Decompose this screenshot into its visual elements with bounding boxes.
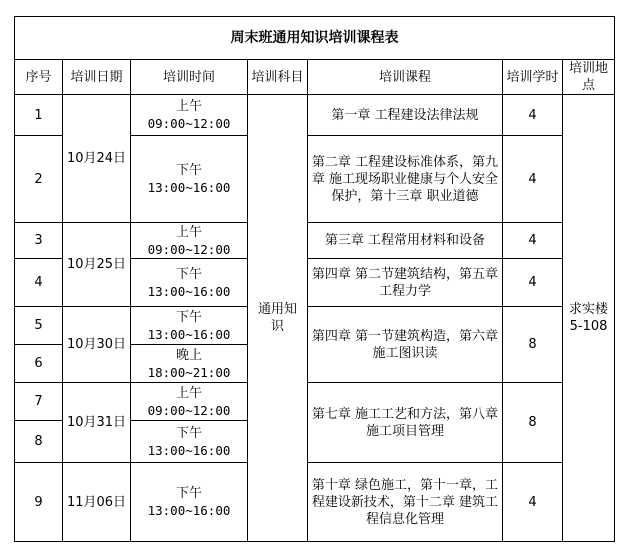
time-cell: [131, 421, 248, 463]
hours-cell: 8: [503, 383, 563, 463]
time-cell: [131, 383, 248, 421]
header-location: 培训地点: [563, 60, 615, 95]
row-index: 6: [15, 345, 63, 383]
time-cell: [131, 136, 248, 223]
row-index: 8: [15, 421, 63, 463]
time-cell: [131, 307, 248, 345]
time-cell: [131, 95, 248, 136]
time-label: 下午: [175, 309, 202, 325]
date-cell: 10月30日: [63, 307, 131, 383]
row-index: 7: [15, 383, 63, 421]
hours-cell: 8: [503, 307, 563, 383]
time-range: 13:00~16:00: [147, 180, 231, 195]
time-cell: [131, 259, 248, 307]
time-label: 下午: [175, 266, 202, 282]
time-cell: [131, 345, 248, 383]
time-range: 09:00~12:00: [147, 241, 231, 257]
course-cell: 第三章 工程常用材料和设备: [308, 223, 503, 259]
hours-cell: 4: [503, 259, 563, 307]
time-range: 09:00~12:00: [147, 116, 231, 131]
subject-text: 通用知识: [258, 302, 298, 334]
date-cell: 10月31日: [63, 383, 131, 463]
date-cell: 11月06日: [63, 463, 131, 542]
course-cell: 第一章 工程建设法律法规: [308, 95, 503, 136]
time-label: 下午: [175, 163, 202, 178]
table-row: [15, 463, 615, 542]
time-label: 下午: [175, 425, 202, 441]
time-label: 上午: [175, 385, 202, 401]
header-course: 培训课程: [308, 60, 503, 95]
time-range: 09:00~12:00: [147, 402, 231, 418]
date-cell: 10月24日: [63, 95, 131, 223]
row-index: 5: [15, 307, 63, 345]
table-row: [15, 307, 615, 345]
table-row: [15, 223, 615, 259]
table-title: 周末班通用知识培训课程表: [15, 17, 615, 60]
row-index: 4: [15, 259, 63, 307]
header-row: [15, 60, 615, 95]
time-label: 下午: [175, 486, 202, 501]
row-index: 1: [15, 95, 63, 136]
time-range: 13:00~16:00: [147, 442, 231, 458]
location-text: 求实楼5-108: [568, 302, 608, 334]
training-schedule-table: [14, 16, 615, 542]
time-range: 13:00~16:00: [147, 283, 231, 299]
time-label: 上午: [175, 224, 202, 240]
header-date: 培训日期: [63, 60, 131, 95]
subject-cell: [248, 95, 308, 542]
time-label: 上午: [175, 99, 202, 114]
hours-cell: 4: [503, 136, 563, 223]
time-cell: [131, 223, 248, 259]
header-hours: 培训学时: [503, 60, 563, 95]
hours-cell: 4: [503, 463, 563, 542]
course-cell: 第十章 绿色施工，第十一章，工程建设新技术，第十二章 建筑工程信息化管理: [308, 463, 503, 542]
row-index: 2: [15, 136, 63, 223]
time-range: 18:00~21:00: [147, 364, 231, 380]
time-label: 晚上: [175, 347, 202, 363]
date-cell: 10月25日: [63, 223, 131, 307]
table-row: [15, 95, 615, 136]
course-cell: 第七章 施工工艺和方法，第八章 施工项目管理: [308, 383, 503, 463]
hours-cell: 4: [503, 223, 563, 259]
hours-cell: 4: [503, 95, 563, 136]
time-range: 13:00~16:00: [147, 503, 231, 518]
row-index: 9: [15, 463, 63, 542]
course-cell: 第二章 工程建设标准体系，第九章 施工现场职业健康与个人安全保护，第十三章 职业道德: [308, 136, 503, 223]
header-index: 序号: [15, 60, 63, 95]
header-subject: 培训科目: [248, 60, 308, 95]
location-cell: [563, 95, 615, 542]
table-row: [15, 383, 615, 421]
time-range: 13:00~16:00: [147, 326, 231, 342]
row-index: 3: [15, 223, 63, 259]
course-cell: 第四章 第二节建筑结构，第五章工程力学: [308, 259, 503, 307]
header-time: 培训时间: [131, 60, 248, 95]
course-cell: 第四章 第一节建筑构造，第六章施工图识读: [308, 307, 503, 383]
time-cell: [131, 463, 248, 542]
